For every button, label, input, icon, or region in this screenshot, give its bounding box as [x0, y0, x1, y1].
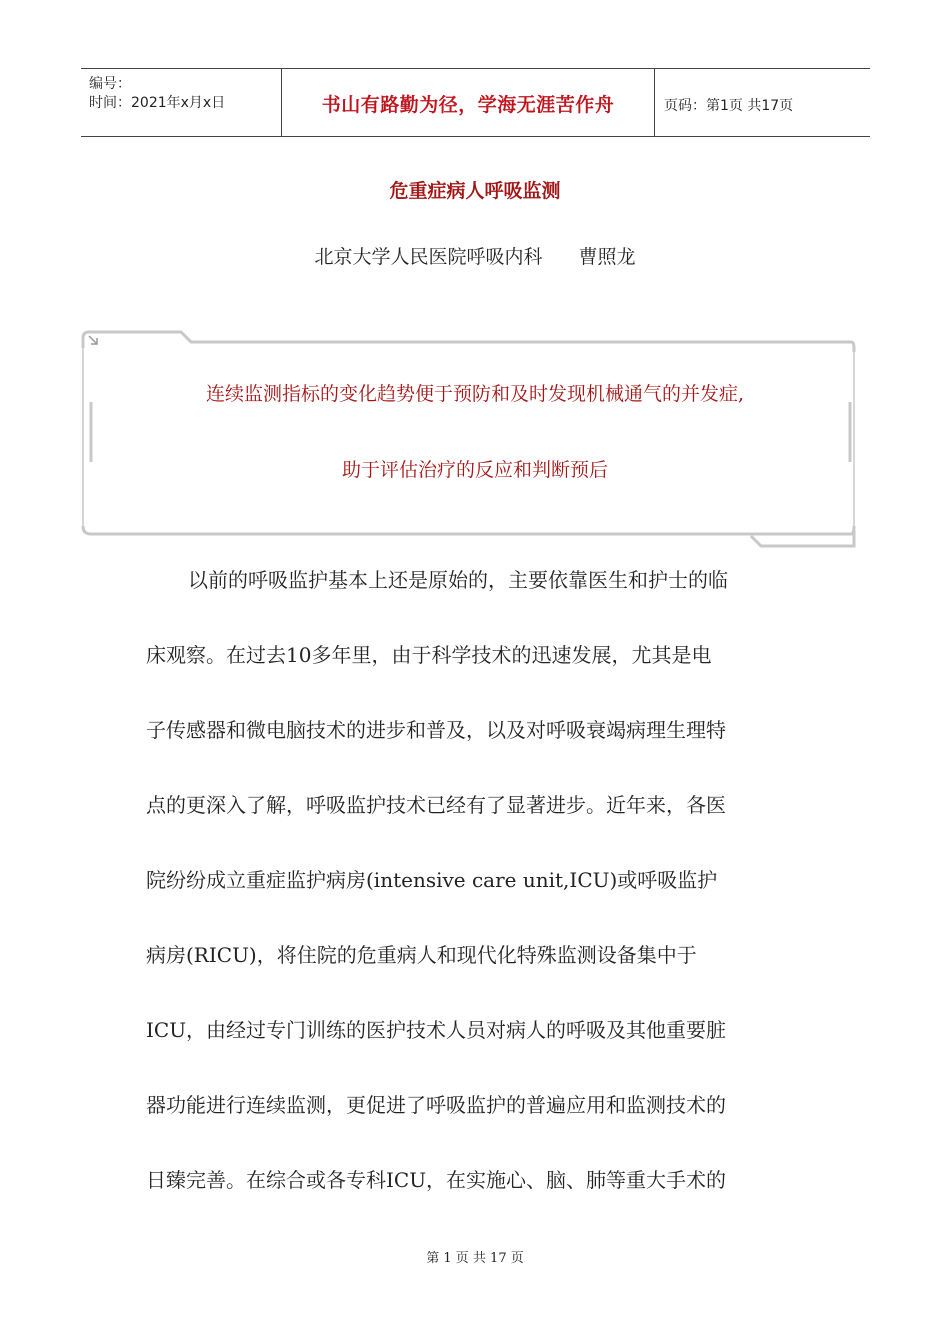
author-name: 曹照龙: [578, 246, 636, 268]
header-table: [81, 68, 870, 137]
author-line: [0, 242, 950, 269]
callout-line-2: 助于评估治疗的反应和判断预后: [341, 459, 608, 481]
body-line: 子传感器和微电脑技术的进步和普及，以及对呼吸衰竭病理生理特: [146, 718, 726, 742]
corner-arrow-icon: [89, 336, 97, 344]
number-label: 编号：: [89, 76, 131, 92]
page-footer: 第 1 页 共 17 页: [426, 1251, 524, 1266]
date-label: 时间：2021年x月x日: [89, 95, 226, 111]
body-line: 院纷纷成立重症监护病房(intensive care unit,ICU)或呼吸监护: [146, 868, 718, 892]
callout-frame: [81, 330, 856, 548]
body-line: 器功能进行连续监测，更促进了呼吸监护的普遍应用和监测技术的: [146, 1093, 726, 1117]
body-line: ICU，由经过专门训练的医护技术人员对病人的呼吸及其他重要脏: [146, 1018, 727, 1042]
body-line: 日臻完善。在综合或各专科ICU，在实施心、脑、肺等重大手术的: [146, 1168, 727, 1192]
header-info-cell: [81, 69, 281, 136]
body-line: 点的更深入了解，呼吸监护技术已经有了显著进步。近年来，各医: [146, 793, 726, 817]
frame-decoration: [81, 330, 856, 548]
header-motto-cell: [281, 69, 655, 136]
document-title: 危重症病人呼吸监测: [389, 180, 561, 202]
motto: 书山有路勤为径，学海无涯苦作舟: [321, 94, 615, 116]
body-line: 以前的呼吸监护基本上还是原始的，主要依靠医生和护士的临: [188, 568, 728, 592]
header-page-cell: [654, 69, 870, 136]
body-line: 病房(RICU)，将住院的危重病人和现代化特殊监测设备集中于: [146, 943, 697, 967]
author-department: 北京大学人民医院呼吸内科: [314, 246, 543, 268]
callout-line-1: 连续监测指标的变化趋势便于预防和及时发现机械通气的并发症,: [205, 383, 745, 405]
body-line: 床观察。在过去10多年里，由于科学技术的迅速发展，尤其是电: [146, 643, 712, 667]
page-code: 页码：第1页 共17页: [664, 98, 794, 114]
